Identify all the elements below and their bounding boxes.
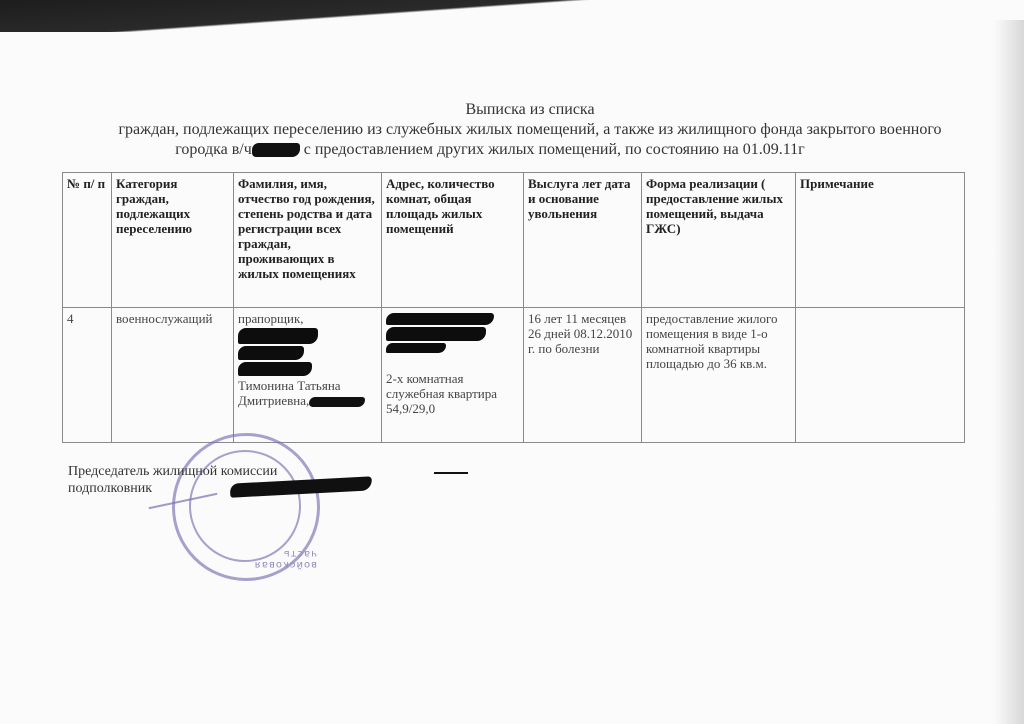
cell-service: 16 лет 11 месяцев 26 дней 08.12.2010 г. по болезни bbox=[524, 308, 642, 443]
cell-address bbox=[382, 308, 524, 443]
resettlement-table bbox=[62, 172, 965, 443]
document-subtitle-cont bbox=[0, 140, 980, 159]
subtitle-prefix: городка в/ч bbox=[175, 141, 252, 158]
official-seal bbox=[172, 433, 320, 581]
cell-note bbox=[796, 308, 965, 443]
document-subtitle: граждан, подлежащих переселению из служебных жилых помещений, а также из жилищного фонда закрытого военного bbox=[118, 121, 942, 138]
redaction-mark bbox=[309, 397, 365, 407]
redaction-mark bbox=[252, 143, 300, 157]
address-line: служебная квартира bbox=[386, 386, 498, 401]
cell-form: предоставление жилого помещения в виде 1-о комнатной квартиры площадью до 36 кв.м. bbox=[642, 308, 796, 443]
signature-line bbox=[434, 472, 468, 474]
header-address: Адрес, количество комнат, общая площадь жилых помещений bbox=[382, 173, 524, 308]
header-service: Выслуга лет дата и основание увольнения bbox=[524, 173, 642, 308]
document-title: Выписка из списка bbox=[465, 101, 595, 118]
address-line: 2-х комнатная bbox=[386, 371, 464, 386]
rank-text: прапорщик, bbox=[238, 311, 304, 326]
signatory-rank: подполковник bbox=[68, 481, 152, 496]
cell-category: военнослужащий bbox=[112, 308, 234, 443]
cell-number: 4 bbox=[63, 308, 112, 443]
signatory-title: Председатель жилищной комиссии bbox=[68, 464, 278, 479]
address-area: 54,9/29,0 bbox=[386, 401, 436, 416]
redaction-mark bbox=[386, 343, 446, 353]
scan-top-edge bbox=[0, 0, 1024, 32]
redaction-mark bbox=[238, 362, 312, 376]
table-header-row bbox=[63, 173, 965, 308]
header-note: Примечание bbox=[796, 173, 965, 308]
header-category: Категория граждан, подлежащих переселению bbox=[112, 173, 234, 308]
header-name: Фамилия, имя, отчество год рождения, степень родства и дата регистрации всех граждан, проживающих в жилых помещениях bbox=[234, 173, 382, 308]
header-number: № п/ п bbox=[63, 173, 112, 308]
person-name: Тимонина Татьяна bbox=[238, 378, 341, 393]
header-form: Форма реализации ( предоставление жилых помещений, выдача ГЖС) bbox=[642, 173, 796, 308]
redaction-mark bbox=[238, 328, 318, 344]
redaction-mark bbox=[386, 313, 494, 325]
cell-name bbox=[234, 308, 382, 443]
table-row bbox=[63, 308, 965, 443]
seal-text: войсковая часть bbox=[253, 548, 317, 570]
person-patronymic: Дмитриевна, bbox=[238, 393, 377, 408]
subtitle-suffix: с предоставлением других жилых помещений, по состоянию на 01.09.11г bbox=[303, 141, 805, 158]
redaction-mark bbox=[386, 327, 486, 341]
redaction-mark bbox=[238, 346, 304, 360]
